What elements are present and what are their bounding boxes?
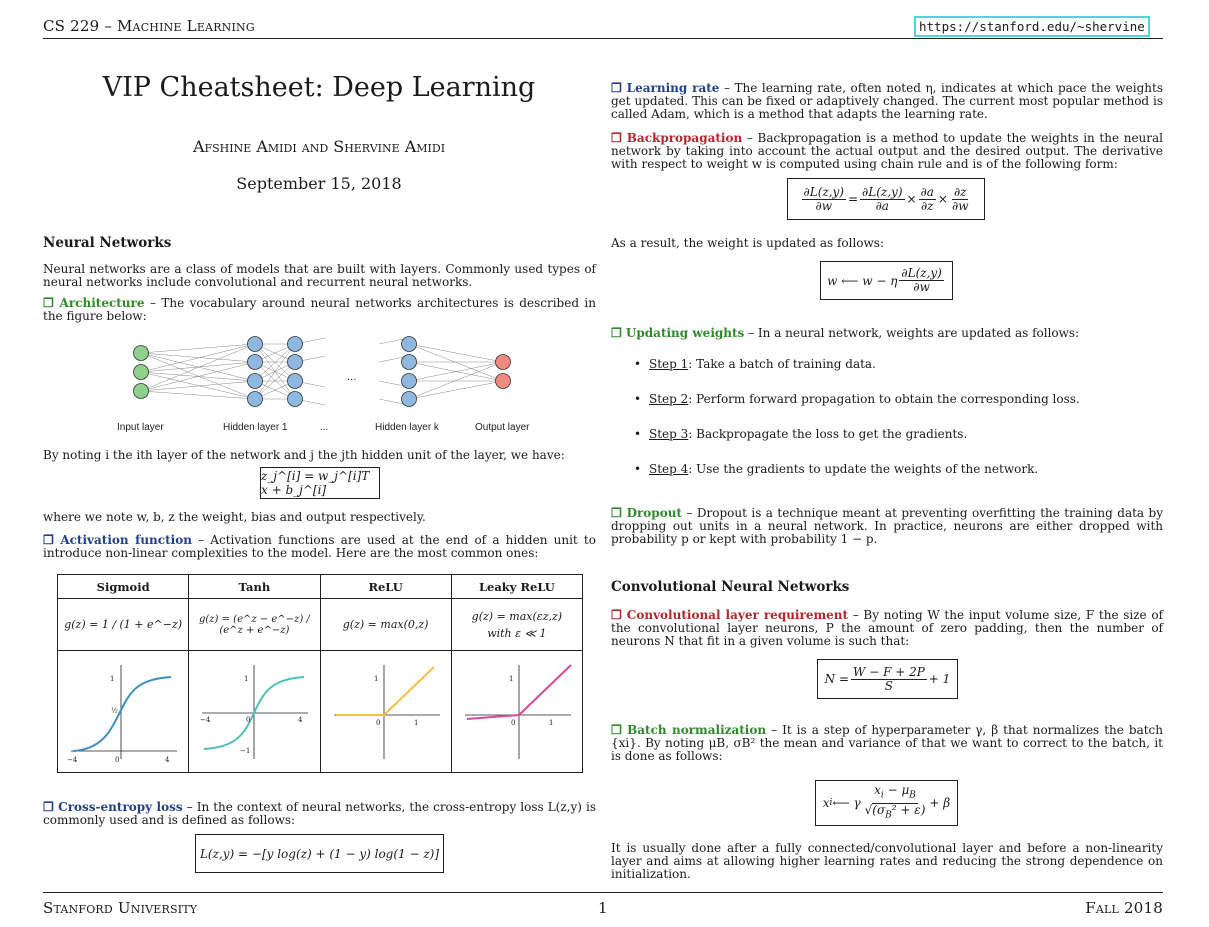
learning-rate-text: – The learning rate, often noted η, indicates at which pace the weights get updated. This can be fixed or adaptively changed. The current most popular method is called Adam, which is a method that adapts the learning rate.	[611, 81, 1163, 121]
dropout-label: ❒ Dropout	[611, 506, 682, 520]
list-item: • Step 3: Backpropagate the loss to get the gradients.	[634, 427, 968, 441]
conv-layer-paragraph	[611, 609, 1163, 647]
activation-label: ❒ Activation function	[43, 533, 192, 547]
backprop-text: – Backpropagation is a method to update the weights in the neural network by taking into account the actual output and the desired output. The derivative with respect to weight w is computed using chain rule and is of the following form:	[611, 131, 1164, 171]
conv-layer-text: – By noting W the input volume size, F the size of the convolutional layer neurons, P the amount of zero padding, then the number of neurons N that fit in a given volume is such that:	[611, 608, 1164, 648]
act-header-tanh: Tanh	[189, 575, 320, 599]
footer-term: Fall 2018	[1085, 899, 1163, 917]
steps-list	[611, 357, 1163, 497]
network-edge	[141, 362, 255, 391]
cross-entropy-text: – In the context of neural networks, the cross-entropy loss L(z,y) is commonly used and is defined as follows:	[43, 800, 596, 827]
network-node	[134, 384, 149, 399]
network-edge	[409, 344, 503, 381]
network-node	[288, 392, 303, 407]
updating-weights-label: ❒ Updating weights	[611, 326, 745, 340]
network-edge	[141, 344, 255, 372]
equation-z: z_j^[i] = w_j^[i]T x + b_j^[i]	[260, 467, 380, 499]
network-node	[402, 374, 417, 389]
list-item: • Step 1: Take a batch of training data.	[634, 357, 876, 371]
network-node	[248, 355, 263, 370]
page-title: VIP Cheatsheet: Deep Learning	[102, 72, 536, 103]
footer-page-number: 1	[598, 899, 608, 917]
act-formula-leaky-text: g(z) = max(εz,z)	[471, 609, 563, 623]
result-text: As a result, the weight is updated as follows:	[611, 236, 884, 250]
list-item: • Step 4: Use the gradients to update the weights of the network.	[634, 462, 1039, 476]
footer-rule	[43, 892, 1163, 893]
act-plot-relu-cell	[320, 651, 451, 773]
section-heading-neural-networks: Neural Networks	[43, 235, 172, 251]
dropout-text: – Dropout is a technique meant at preventing overfitting the training data by dropping out units in a neural network. In practice, neurons are either dropped with probability p or kept with probability 1 − p.	[611, 506, 1163, 546]
activation-table	[57, 574, 583, 773]
svg-text:0: 0	[510, 719, 516, 727]
network-node	[248, 337, 263, 352]
equation-batch-norm: x i ⟵ γ $\frac{x_i - \mu_B}{√(\sigma_B^2 + \varepsilon)}$ + β	[815, 780, 958, 826]
backprop-label: ❒ Backpropagation	[611, 131, 743, 145]
svg-text:1: 1	[548, 719, 554, 727]
relu-plot	[326, 655, 446, 765]
network-architecture-figure	[75, 322, 555, 440]
conv-layer-label: ❒ Convolutional layer requirement	[611, 608, 849, 622]
fig-label-input: Input layer	[117, 422, 164, 433]
header-url-link[interactable]: https://stanford.edu/~shervine	[914, 16, 1150, 37]
act-formula-tanh: g(z) = (e^z − e^−z) / (e^z + e^−z)	[189, 599, 320, 651]
network-edge	[141, 344, 255, 391]
network-node	[288, 337, 303, 352]
learning-rate-paragraph	[611, 82, 1163, 120]
network-node	[288, 374, 303, 389]
architecture-text: – The vocabulary around neural networks architectures is described in the figure below:	[43, 296, 596, 323]
act-plot-leaky-cell	[451, 651, 582, 773]
network-edge	[141, 362, 255, 372]
act-plot-sigmoid-cell	[58, 651, 189, 773]
svg-text:−4: −4	[200, 716, 211, 724]
act-header-relu: ReLU	[320, 575, 451, 599]
fig-ellipsis-mid: ...	[347, 372, 357, 383]
batch-norm-text: – It is a step of hyperparameter γ, β that normalizes the batch {xi}. By noting μB, σB² the mean and variance of that we want to correct to the batch, it is done as follows:	[611, 723, 1163, 763]
list-item: • Step 2: Perform forward propagation to obtain the corresponding loss.	[634, 392, 1080, 406]
network-node	[134, 346, 149, 361]
act-header-sigmoid: Sigmoid	[58, 575, 189, 599]
network-node	[402, 355, 417, 370]
act-header-leaky-relu: Leaky ReLU	[451, 575, 582, 599]
tanh-plot	[194, 655, 314, 765]
authors: Afshine Amidi and Shervine Amidi	[192, 137, 446, 156]
act-formula-relu: g(z) = max(0,z)	[320, 599, 451, 651]
nn-intro: Neural networks are a class of models that are built with layers. Commonly used types of neural networks include convolutional and recurrent neural networks.	[43, 262, 596, 289]
network-edge	[141, 344, 255, 353]
fig-label-hidden1: Hidden layer 1	[223, 422, 288, 433]
network-edge	[409, 344, 503, 362]
step-label: Step 3	[649, 427, 689, 441]
batch-norm-label: ❒ Batch normalization	[611, 723, 767, 737]
svg-text:0: 0	[246, 716, 251, 724]
activation-text: – Activation functions are used at the end of a hidden unit to introduce non-linear complexities to the model. Here are the most common ones:	[43, 533, 596, 560]
backprop-paragraph	[611, 132, 1163, 170]
step-text: : Backpropagate the loss to get the gradients.	[688, 427, 968, 441]
equation-chain-rule: $\frac{\partial L(z,y)}{\partial w}$ = $\frac{\partial L(z,y)}{\partial a}$ × $\frac{\partial a}{\partial z}$ × $\frac{\partial z}{\partial w}$	[787, 178, 985, 220]
network-node	[402, 337, 417, 352]
network-node	[496, 355, 511, 370]
step-label: Step 4	[649, 462, 689, 476]
step-label: Step 2	[649, 392, 689, 406]
svg-text:4: 4	[165, 756, 170, 764]
act-plot-tanh-cell	[189, 651, 320, 773]
updating-weights-paragraph	[611, 327, 1163, 340]
svg-text:½: ½	[111, 707, 118, 715]
fig-label-ellipsis: ...	[320, 422, 329, 433]
header-course: CS 229 – Machine Learning	[43, 17, 255, 35]
network-node	[496, 374, 511, 389]
cross-entropy-paragraph	[43, 801, 596, 827]
act-formula-leaky-note: with ε ≪ 1	[487, 626, 547, 640]
network-node	[288, 355, 303, 370]
noting-text: By noting i the ith layer of the network and j the jth hidden unit of the layer, we have:	[43, 448, 565, 462]
fig-label-output: Output layer	[475, 422, 530, 433]
step-text: : Take a batch of training data.	[688, 357, 876, 371]
act-formula-sigmoid: g(z) = 1 / (1 + e^−z)	[58, 599, 189, 651]
equation-conv: N = $\frac{W - F + 2P}{S}$ + 1	[817, 659, 958, 699]
svg-text:0: 0	[115, 756, 120, 764]
architecture-label: ❒ Architecture	[43, 296, 145, 310]
cross-entropy-label: ❒ Cross-entropy loss	[43, 800, 183, 814]
where-text: where we note w, b, z the weight, bias and output respectively.	[43, 510, 426, 524]
sigmoid-plot	[63, 655, 183, 765]
architecture-paragraph	[43, 297, 596, 323]
network-node	[134, 365, 149, 380]
activation-paragraph	[43, 534, 596, 560]
svg-text:1: 1	[508, 675, 514, 683]
network-node	[248, 374, 263, 389]
section-heading-cnn: Convolutional Neural Networks	[611, 579, 850, 595]
updating-weights-text: – In a neural network, weights are updated as follows:	[744, 326, 1080, 340]
network-edge	[141, 353, 255, 362]
svg-text:1: 1	[413, 719, 419, 727]
step-text: : Use the gradients to update the weights of the network.	[688, 462, 1039, 476]
svg-text:1: 1	[110, 675, 115, 683]
network-edge	[409, 362, 503, 399]
learning-rate-label: ❒ Learning rate	[611, 81, 720, 95]
batch-norm-paragraph	[611, 724, 1163, 762]
network-node	[402, 392, 417, 407]
svg-text:1: 1	[373, 675, 379, 683]
svg-text:4: 4	[298, 716, 303, 724]
fig-label-hiddenk: Hidden layer k	[375, 422, 439, 433]
header-rule	[43, 38, 1163, 39]
equation-weight-update: w ⟵ w − η $\frac{\partial L(z,y)}{\partial w}$	[820, 261, 953, 300]
network-edge	[409, 381, 503, 399]
svg-text:0: 0	[375, 719, 381, 727]
svg-text:−4: −4	[67, 756, 78, 764]
step-label: Step 1	[649, 357, 689, 371]
step-text: : Perform forward propagation to obtain the corresponding loss.	[688, 392, 1080, 406]
leaky-relu-plot	[457, 655, 577, 765]
act-formula-leaky	[451, 599, 582, 651]
equation-cross-entropy: L(z,y) = −[y log(z) + (1 − y) log(1 − z)]	[195, 834, 444, 873]
network-edge	[141, 381, 255, 391]
svg-text:1: 1	[244, 675, 249, 683]
dropout-paragraph	[611, 507, 1163, 545]
final-text: It is usually done after a fully connected/convolutional layer and before a non-linearity layer and aims at allowing higher learning rates and reducing the strong dependence on initialization.	[611, 841, 1163, 881]
footer-university: Stanford University	[43, 899, 198, 917]
network-node	[248, 392, 263, 407]
date: September 15, 2018	[236, 174, 402, 193]
svg-text:−1: −1	[240, 747, 251, 755]
